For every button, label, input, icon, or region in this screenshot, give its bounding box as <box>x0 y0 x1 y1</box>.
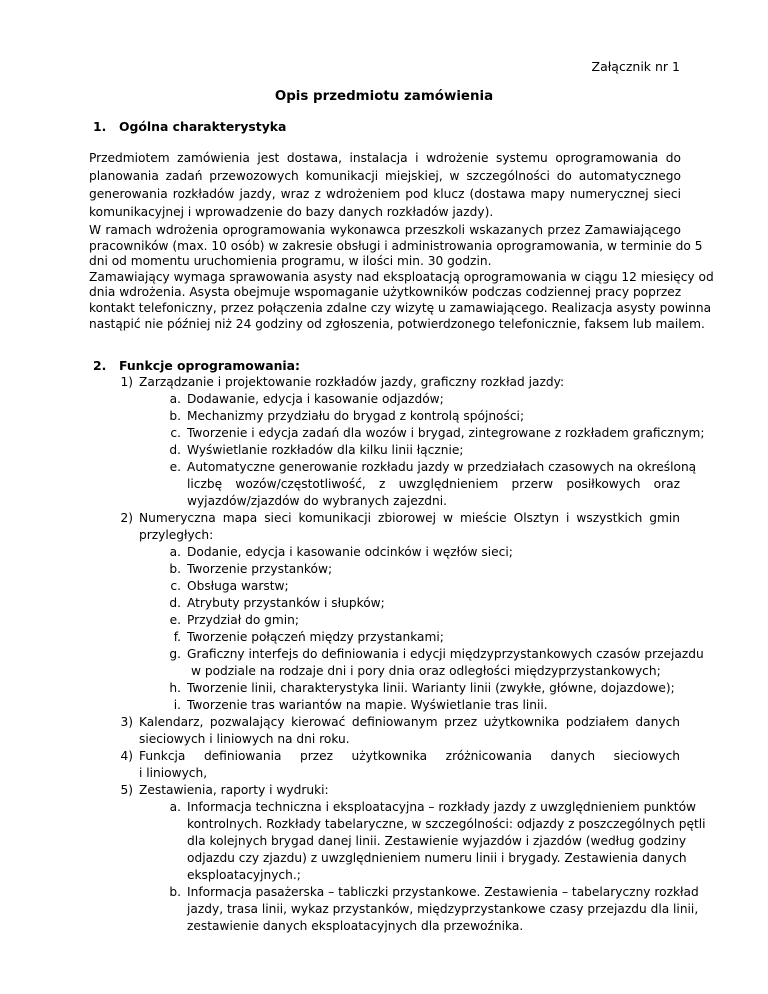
sub-item-text: Przydział do gmin; <box>187 613 299 627</box>
paragraph-line: generowania rozkładów jazdy, wraz z wdrożeniem pod klucz (dostawa mapy numerycznej sieci <box>89 187 681 201</box>
sub-item-text: odjazdu czy zjazdu) z uwzględnieniem numeru linii i brygady. Zestawienia danych <box>187 851 687 865</box>
sub-item <box>169 408 525 425</box>
sub-item-continuation <box>187 476 680 493</box>
sub-item <box>169 442 464 459</box>
paragraph-line: dni od momentu uruchomienia programu, w ilości min. 30 godzin. <box>89 254 492 269</box>
sub-item <box>173 697 548 714</box>
paragraph-line: W ramach wdrożenia oprogramowania wykonawca przeszkoli wskazanych przez Zamawiającego <box>89 223 681 237</box>
list-item-text: Zarządzanie i projektowanie rozkładów jazdy, graficzny rozkład jazdy: <box>139 375 565 389</box>
sub-item-text: Dodawanie, edycja i kasowanie odjazdów; <box>187 392 444 406</box>
sub-item <box>169 595 385 612</box>
paragraph-line: Zamawiający wymaga sprawowania asysty nad eksploatacją oprogramowania w ciągu 12 miesięcy od <box>89 269 714 284</box>
sub-item-letter: a. <box>169 392 181 406</box>
section-1-paragraph-2 <box>89 223 714 332</box>
list-item <box>120 782 329 799</box>
sub-item-letter: e. <box>169 613 181 627</box>
list-item <box>120 510 680 527</box>
list-item-text: Zestawienia, raporty i wydruki: <box>139 783 329 797</box>
section-2-heading <box>93 358 300 373</box>
list-item-text: Kalendarz, pozwalający kierować definiowanym przez użytkownika podziałem danych <box>139 715 680 729</box>
list-item <box>120 374 565 391</box>
list-item-number: 4) <box>120 749 133 763</box>
sub-item-letter: b. <box>169 409 181 423</box>
sub-item <box>169 561 333 578</box>
sub-item-letter: b. <box>169 885 181 899</box>
attachment-label: Załącznik nr 1 <box>591 59 680 74</box>
paragraph-line: kontakt telefoniczny, przez połączenia zdalne czy wizytę u zamawiającego. Realizacja asysty powinna <box>89 300 712 315</box>
sub-item-letter: a. <box>169 545 181 559</box>
section-1-number: 1. <box>93 119 107 134</box>
list-item-text: przyległych: <box>139 528 214 542</box>
sub-item <box>170 425 705 442</box>
paragraph-line: Przedmiotem zamówienia jest dostawa, instalacja i wdrożenie systemu oprogramowania do <box>89 151 681 165</box>
sub-item-text: Atrybuty przystanków i słupków; <box>187 596 385 610</box>
sub-item <box>173 629 444 646</box>
list-item-text: i liniowych, <box>139 766 208 780</box>
paragraph-line: nastąpić nie później niż 24 godziny od zgłoszenia, potwierdzonego telefonicznie, faksem lub mailem. <box>89 316 705 331</box>
sub-item-letter: f. <box>173 630 181 644</box>
section-2-number: 2. <box>93 358 107 373</box>
sub-item <box>169 884 699 901</box>
sub-item-text: Dodanie, edycja i kasowanie odcinków i węzłów sieci; <box>187 545 513 559</box>
list-item-text: Funkcja definiowania przez użytkownika zróżnicowania danych sieciowych <box>139 749 680 763</box>
sub-item-text: Informacja pasażerska – tabliczki przystankowe. Zestawienia – tabelaryczny rozkład <box>187 885 699 899</box>
section-2-title: Funkcje oprogramowania: <box>119 358 301 373</box>
document-title: Opis przedmiotu zamówienia <box>274 89 494 104</box>
sub-item-text: wyjazdów/zjazdów do wybranych zajezdni. <box>187 494 447 508</box>
sub-item-continuation <box>191 663 661 680</box>
list-item-continuation <box>139 731 350 748</box>
sub-item <box>169 459 697 476</box>
sub-item <box>169 680 675 697</box>
sub-item <box>169 612 299 629</box>
list-item <box>120 714 680 731</box>
sub-item-letter: i. <box>173 698 181 712</box>
sub-item-letter: d. <box>169 596 181 610</box>
sub-item-text: Graficzny interfejs do definiowania i edycji międzyprzystankowych czasów przejazdu <box>187 647 704 661</box>
sub-item-letter: c. <box>170 426 181 440</box>
sub-item-text: Tworzenie tras wariantów na mapie. Wyświetlanie tras linii. <box>187 698 548 712</box>
sub-item <box>169 646 704 663</box>
sub-item <box>169 544 513 561</box>
sub-item-text: Wyświetlanie rozkładów dla kilku linii łącznie; <box>187 443 464 457</box>
list-item-text: sieciowych i liniowych na dni roku. <box>139 732 350 746</box>
sub-item-letter: e. <box>169 460 181 474</box>
paragraph-line: komunikacyjnej i wprowadzenie do bazy danych rozkładów jazdy). <box>89 205 494 219</box>
sub-item-text: jazdy, trasa linii, wykaz przystanków, międzyprzystankowe czasy przejazdu dla linii, <box>187 902 699 916</box>
sub-item-text: Informacja techniczna i eksploatacyjna – rozkłady jazdy z uwzględnieniem punktów <box>187 800 697 814</box>
paragraph-line: dnia wdrożenia. Asysta obejmuje wspomaganie użytkowników podczas codziennej pracy poprzez <box>89 285 682 300</box>
sub-item-text: dla kolejnych brygad danej linii. Zestawienie wyjazdów i zjazdów (według godziny <box>187 834 687 848</box>
paragraph-line: planowania zadań przewozowych komunikacji miejskiej, w szczególności do automatycznego <box>89 169 681 183</box>
sub-item-text: Obsługa warstw; <box>187 579 289 593</box>
sub-item-text: eksploatacyjnych.; <box>187 868 301 882</box>
list-item-number: 3) <box>120 715 133 729</box>
sub-item-text: Tworzenie połączeń między przystankami; <box>187 630 444 644</box>
sub-item-text: zestawienie danych eksploatacyjnych dla przewoźnika. <box>187 919 524 933</box>
sub-item-continuation <box>187 833 687 850</box>
sub-item-text: Mechanizmy przydziału do brygad z kontrolą spójności; <box>187 409 525 423</box>
sub-item-letter: c. <box>170 579 181 593</box>
sub-item-text: w podziale na rodzaje dni i pory dnia oraz odległości międzyprzystankowych; <box>191 664 661 678</box>
sub-item <box>169 799 697 816</box>
sub-item-text: Tworzenie przystanków; <box>187 562 333 576</box>
sub-item-continuation <box>187 918 523 935</box>
sub-item-text: liczbę wozów/częstotliwość, z uwzględnieniem przerw posiłkowych oraz <box>187 477 680 491</box>
sub-item-letter: h. <box>169 681 181 695</box>
sub-item <box>169 391 444 408</box>
sub-item-text: Automatyczne generowanie rozkładu jazdy w przedziałach czasowych na określoną <box>187 460 697 474</box>
sub-item-continuation <box>187 901 699 918</box>
list-item-continuation <box>139 527 213 544</box>
sub-item-letter: a. <box>169 800 181 814</box>
paragraph-line: pracowników (max. 10 osób) w zakresie obsługi i administrowania oprogramowania, w terminie do 5 <box>89 238 703 253</box>
sub-item-text: Tworzenie i edycja zadań dla wozów i brygad, zintegrowane z rozkładem graficznym; <box>187 426 705 440</box>
sub-item-continuation <box>187 816 706 833</box>
sub-item-continuation <box>187 867 301 884</box>
list-item-number: 5) <box>120 783 133 797</box>
sub-item-letter: d. <box>169 443 181 457</box>
list-item-continuation <box>139 765 207 782</box>
sub-item-letter: b. <box>169 562 181 576</box>
section-1-title: Ogólna charakterystyka <box>119 119 287 134</box>
list-item-number: 1) <box>120 375 133 389</box>
list-item <box>120 748 680 765</box>
sub-item-continuation <box>187 493 447 510</box>
list-item-text: Numeryczna mapa sieci komunikacji zbiorowej w mieście Olsztyn i wszystkich gmin <box>139 511 680 525</box>
sub-item-continuation <box>187 850 687 867</box>
section-1-paragraph-1 <box>89 149 681 221</box>
sub-item-letter: g. <box>169 647 181 661</box>
list-item-number: 2) <box>120 511 133 525</box>
sub-item <box>170 578 289 595</box>
sub-item-text: kontrolnych. Rozkłady tabelaryczne, w szczególności: odjazdy z poszczególnych pętli <box>187 817 706 831</box>
section-1-heading <box>93 119 286 134</box>
sub-item-text: Tworzenie linii, charakterystyka linii. Warianty linii (zwykłe, główne, dojazdowe); <box>187 681 675 695</box>
